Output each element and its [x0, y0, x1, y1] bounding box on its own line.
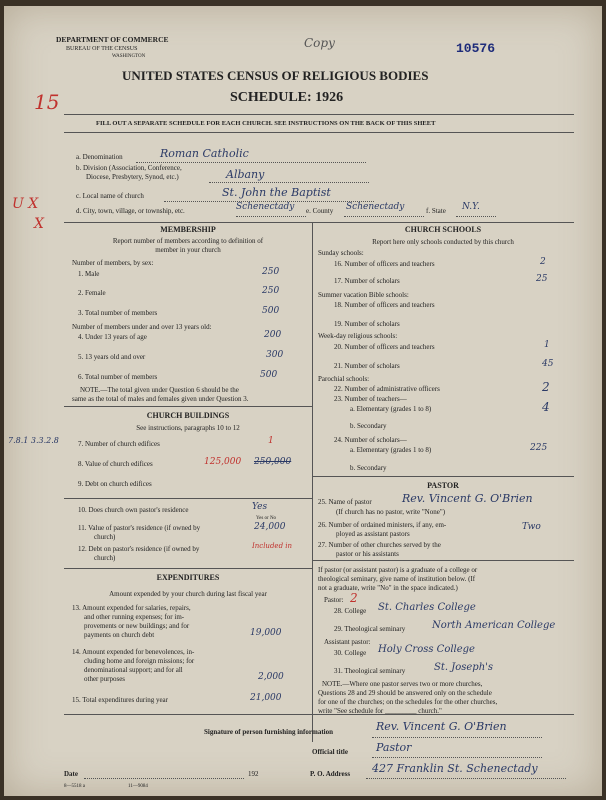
q10-residence-value: Yes: [252, 502, 268, 512]
city-label: WASHINGTON: [112, 54, 146, 59]
q22-label: 22. Number of administrative officers: [334, 385, 440, 393]
city-value: Schenectady: [236, 202, 295, 212]
county-value: Schenectady: [346, 202, 405, 212]
q22-value: 2: [542, 380, 550, 394]
graduate-text-3: not a graduate, write "No" in the space indicated.): [318, 584, 458, 592]
pastor-title: PASTOR: [427, 481, 459, 490]
q13-label-2: and other running expenses; for im-: [84, 613, 185, 621]
official-title-label: Official title: [312, 748, 348, 756]
q17-value: 25: [536, 274, 548, 284]
q2-female-value: 250: [262, 286, 280, 296]
q24a-label: a. Elementary (grades 1 to 8): [350, 446, 432, 454]
buildings-margin-note: 7.8.1 3.3.2.8: [8, 436, 59, 445]
yes-no-caption: Yes or No: [256, 516, 277, 521]
pastor-note-2: Questions 28 and 29 should be answered only on the schedule: [318, 689, 492, 697]
state-value: N.Y.: [462, 202, 480, 212]
q7-edifices-label: 7. Number of church edifices: [78, 440, 160, 448]
q17-label: 17. Number of scholars: [334, 277, 400, 285]
denomination-label: a. Denomination: [76, 153, 123, 161]
membership-intro-1: Report number of members according to definition of: [112, 237, 264, 245]
schools-intro: Report here only schools conducted by this church: [372, 238, 514, 246]
po-address-value: 427 Franklin St. Schenectady: [372, 762, 538, 775]
graduate-text-2: theological seminary, give name of institution below. (If: [318, 575, 476, 583]
q10-residence-label: 10. Does church own pastor's residence: [78, 506, 189, 514]
serial-number: 10576: [456, 41, 496, 56]
form-title: UNITED STATES CENSUS OF RELIGIOUS BODIES: [122, 68, 429, 83]
pastor-mark: 2: [350, 591, 358, 605]
q31-label: 31. Theological seminary: [334, 667, 406, 675]
q28-label: 28. College: [334, 607, 367, 615]
margin-x-annotation: X: [34, 216, 44, 232]
q21-label: 21. Number of scholars: [334, 362, 400, 370]
expenditures-title: EXPENDITURES: [156, 573, 220, 582]
q31-value: St. Joseph's: [434, 662, 494, 673]
q14-label-4: other purposes: [84, 675, 126, 683]
membership-note-1: NOTE.—The total given under Question 6 should be the: [80, 386, 239, 394]
q11-value: 24,000: [254, 522, 286, 532]
q14-value: 2,000: [258, 672, 284, 682]
copy-annotation: Copy: [304, 36, 335, 50]
schools-title: CHURCH SCHOOLS: [404, 225, 482, 234]
local-name-label: c. Local name of church: [76, 192, 144, 200]
division-value: Albany: [226, 168, 265, 181]
q24b-label: b. Secondary: [350, 464, 387, 472]
q25-label: 25. Name of pastor: [318, 498, 372, 506]
q16-label: 16. Number of officers and teachers: [334, 260, 435, 268]
q1-male-label: 1. Male: [78, 270, 100, 278]
q26-label-1: 26. Number of ordained ministers, if any, em-: [318, 521, 447, 529]
department-label: DEPARTMENT OF COMMERCE: [56, 35, 169, 44]
denomination-value: Roman Catholic: [160, 147, 249, 160]
q28-value: St. Charles College: [378, 602, 476, 613]
q2-female-label: 2. Female: [78, 289, 106, 297]
margin-ux-annotation: U X: [12, 196, 39, 212]
q11-label-2: church): [94, 533, 116, 541]
q12-label-1: 12. Debt on pastor's residence (if owned by: [78, 545, 200, 553]
q6-total-value: 500: [260, 370, 278, 380]
q30-label: 30. College: [334, 649, 367, 657]
q23b-label: b. Secondary: [350, 422, 387, 430]
membership-note-2: same as the total of males and females given under Question 3.: [72, 395, 249, 403]
q13-value: 19,000: [250, 628, 282, 638]
pastor-note-3: for one of the churches; on the schedules for the other churches,: [318, 698, 498, 706]
q8-value-value: 125,000: [204, 457, 242, 467]
by-sex-label: Number of members, by sex:: [72, 259, 154, 267]
q24-label: 24. Number of scholars—: [334, 436, 407, 444]
q3-total-label: 3. Total number of members: [78, 309, 158, 317]
signature-value: Rev. Vincent G. O'Brien: [376, 720, 507, 733]
state-label: f. State: [426, 207, 446, 215]
buildings-subtitle: See instructions, paragraphs 10 to 12: [136, 424, 240, 432]
q4-under13-value: 200: [264, 330, 282, 340]
q11-label-1: 11. Value of pastor's residence (if owned by: [78, 524, 201, 532]
q18-label: 18. Number of officers and teachers: [334, 301, 435, 309]
q23-label: 23. Number of teachers—: [334, 395, 407, 403]
q27-label-1: 27. Number of other churches served by the: [318, 541, 441, 549]
parochial-label: Parochial schools:: [318, 375, 370, 383]
division-label-1: b. Division (Association, Conference,: [76, 164, 182, 172]
q15-value: 21,000: [250, 693, 282, 703]
q5-over13-label: 5. 13 years old and over: [78, 353, 146, 361]
q13-label-3: provements or new buildings; and for: [84, 622, 190, 630]
po-address-label: P. O. Address: [310, 770, 351, 778]
pastor-sub-label: Pastor:: [324, 596, 344, 604]
bureau-label: BUREAU OF THE CENSUS: [66, 46, 138, 52]
q16-value: 2: [540, 257, 546, 267]
signature-label: Signature of person furnishing information: [204, 728, 333, 736]
q25-value: Rev. Vincent G. O'Brien: [402, 492, 533, 505]
q19-label: 19. Number of scholars: [334, 320, 400, 328]
q23a-label: a. Elementary (grades 1 to 8): [350, 405, 432, 413]
q21-value: 45: [542, 359, 554, 369]
q13-label-1: 13. Amount expended for salaries, repairs,: [72, 604, 191, 612]
q23a-value: 4: [542, 400, 550, 414]
age-intro-label: Number of members under and over 13 years old:: [72, 323, 212, 331]
q14-label-3: denominational support; and for all: [84, 666, 183, 674]
census-schedule-sheet: [4, 6, 602, 796]
q6-total-label: 6. Total number of members: [78, 373, 158, 381]
membership-title: MEMBERSHIP: [160, 225, 216, 234]
q15-label: 15. Total expenditures during year: [72, 696, 168, 704]
buildings-title: CHURCH BUILDINGS: [146, 411, 230, 420]
official-title-value: Pastor: [376, 741, 412, 754]
q25-subtext: (If church has no pastor, write "None"): [336, 508, 446, 516]
page-number-annotation: 15: [34, 90, 60, 114]
q5-over13-value: 300: [266, 350, 284, 360]
summer-label: Summer vacation Bible schools:: [318, 291, 409, 299]
instruction-line: FILL OUT A SEPARATE SCHEDULE FOR EACH CHURCH. SEE INSTRUCTIONS ON THE BACK OF THIS SHEET: [96, 120, 436, 127]
expenditures-intro: Amount expended by your church during last fiscal year: [109, 590, 267, 598]
form-number-2: 11—9084: [128, 784, 148, 789]
form-number-1: 8—5518 a: [64, 784, 85, 789]
q3-total-value: 500: [262, 306, 280, 316]
weekday-label: Week-day religious schools:: [318, 332, 398, 340]
q12-label-2: church): [94, 554, 116, 562]
division-label-2: Diocese, Presbytery, Synod, etc.): [86, 173, 179, 181]
membership-intro-2: member in your church: [155, 246, 221, 254]
q26-label-2: ployed as assistant pastors: [336, 530, 410, 538]
q26-value: Two: [522, 522, 541, 532]
schedule-title: SCHEDULE: 1926: [230, 90, 344, 105]
date-year: 192: [248, 770, 259, 778]
graduate-text-1: If pastor (or assistant pastor) is a graduate of a college or: [318, 566, 478, 574]
q8-value-crossed: 250,000: [254, 457, 292, 467]
q27-label-2: pastor or his assistants: [336, 550, 399, 558]
q20-value: 1: [544, 340, 550, 350]
county-label: e. County: [306, 207, 334, 215]
q8-value-label: 8. Value of church edifices: [78, 460, 153, 468]
q1-male-value: 250: [262, 267, 280, 277]
q30-value: Holy Cross College: [378, 644, 475, 655]
q12-value: Included in: [252, 542, 293, 550]
q4-under13-label: 4. Under 13 years of age: [78, 333, 147, 341]
pastor-note-4: write "See schedule for _________ church.": [318, 707, 442, 715]
q20-label: 20. Number of officers and teachers: [334, 343, 435, 351]
local-name-value: St. John the Baptist: [222, 186, 331, 199]
q24a-value: 225: [530, 443, 548, 453]
q9-debt-label: 9. Debt on church edifices: [78, 480, 152, 488]
q7-edifices-value: 1: [268, 436, 274, 446]
pastor-note-1: NOTE.—Where one pastor serves two or more churches,: [322, 680, 483, 688]
q14-label-2: cluding home and foreign missions; for: [84, 657, 195, 665]
date-label: Date: [64, 770, 78, 778]
q14-label-1: 14. Amount expended for benevolences, in-: [72, 648, 195, 656]
assistant-pastor-label: Assistant pastor:: [324, 638, 371, 646]
q29-label: 29. Theological seminary: [334, 625, 406, 633]
sunday-label: Sunday schools:: [318, 249, 364, 257]
q29-value: North American College: [432, 620, 556, 631]
city-field-label: d. City, town, village, or township, etc.: [76, 207, 185, 215]
q13-label-4: payments on church debt: [84, 631, 155, 639]
